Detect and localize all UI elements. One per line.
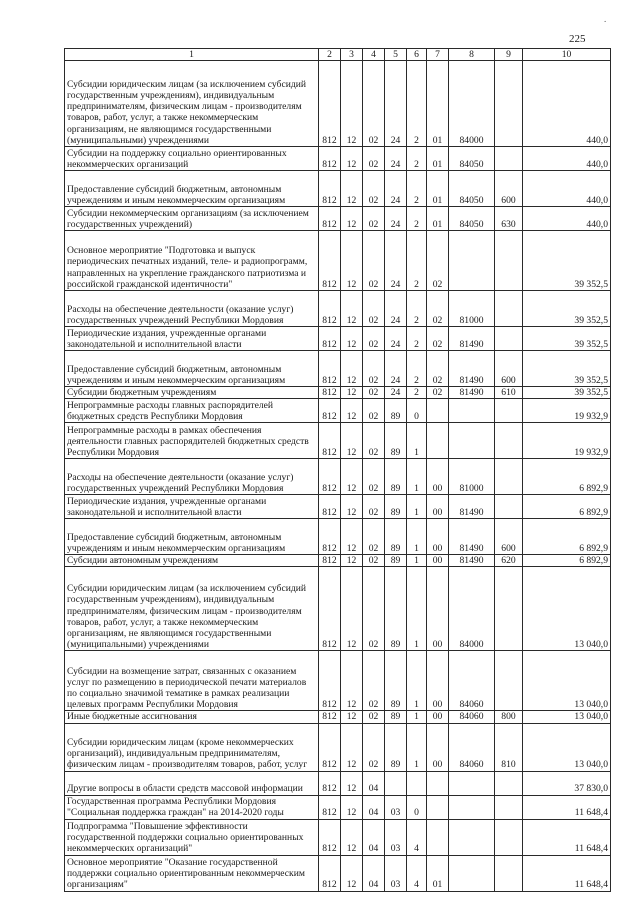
- row-code-col-3: 12: [341, 231, 363, 291]
- row-amount: 11 648,4: [523, 855, 611, 891]
- row-code-col-7: 00: [427, 711, 449, 723]
- column-header-5: 5: [385, 49, 407, 61]
- row-code-col-3: 12: [341, 771, 363, 795]
- table-row: [65, 771, 611, 795]
- row-code-col-8: [449, 399, 495, 423]
- row-code-col-8: 81490: [449, 351, 495, 387]
- row-amount: 37 830,0: [523, 771, 611, 795]
- row-code-col-6: 1: [407, 567, 427, 651]
- row-amount: 13 040,0: [523, 567, 611, 651]
- row-code-col-2: 812: [319, 207, 341, 231]
- row-code-col-9: 620: [495, 555, 523, 567]
- row-code-col-8: 81490: [449, 495, 495, 519]
- row-code-col-7: [427, 399, 449, 423]
- row-code-col-4: 02: [363, 351, 385, 387]
- row-code-col-8: 81490: [449, 555, 495, 567]
- table-row: [65, 147, 611, 171]
- row-code-col-7: 02: [427, 351, 449, 387]
- row-code-col-2: 812: [319, 423, 341, 459]
- row-code-col-9: [495, 61, 523, 147]
- row-code-col-5: 89: [385, 519, 407, 555]
- table-row: [65, 61, 611, 147]
- row-description: Предоставление субсидий бюджетным, автономным учреждениям и иным некоммерческим организациям: [65, 171, 319, 207]
- row-code-col-5: 89: [385, 459, 407, 495]
- row-code-col-5: 24: [385, 387, 407, 399]
- row-code-col-4: 02: [363, 147, 385, 171]
- row-description: Непрограммные расходы в рамках обеспечения деятельности главных распорядителей бюджетных средств Республики Мордовия: [65, 423, 319, 459]
- row-code-col-6: 1: [407, 459, 427, 495]
- row-code-col-7: 00: [427, 723, 449, 771]
- column-header-8: 8: [449, 49, 495, 61]
- row-code-col-4: 04: [363, 771, 385, 795]
- row-code-col-3: 12: [341, 567, 363, 651]
- row-code-col-2: 812: [319, 723, 341, 771]
- row-code-col-3: 12: [341, 423, 363, 459]
- row-code-col-4: 02: [363, 711, 385, 723]
- row-amount: 19 932,9: [523, 423, 611, 459]
- row-code-col-7: 00: [427, 567, 449, 651]
- row-code-col-9: 600: [495, 519, 523, 555]
- row-code-col-5: 89: [385, 651, 407, 711]
- row-description: Расходы на обеспечение деятельности (оказание услуг) государственных учреждений Республики Мордовия: [65, 291, 319, 327]
- row-code-col-5: [385, 771, 407, 795]
- column-header-10: 10: [523, 49, 611, 61]
- row-code-col-3: 12: [341, 795, 363, 819]
- row-code-col-9: 600: [495, 171, 523, 207]
- row-code-col-9: [495, 423, 523, 459]
- row-code-col-5: 89: [385, 399, 407, 423]
- row-code-col-5: 03: [385, 855, 407, 891]
- row-description: Периодические издания, учрежденные органами законодательной и исполнительной власти: [65, 327, 319, 351]
- row-amount: 6 892,9: [523, 555, 611, 567]
- row-amount: 13 040,0: [523, 711, 611, 723]
- row-code-col-6: [407, 771, 427, 795]
- row-code-col-7: 00: [427, 555, 449, 567]
- row-code-col-8: [449, 855, 495, 891]
- row-code-col-8: 84050: [449, 207, 495, 231]
- table-row: [65, 327, 611, 351]
- table-body: [65, 61, 611, 892]
- row-code-col-2: 812: [319, 387, 341, 399]
- row-code-col-7: [427, 819, 449, 855]
- row-code-col-4: 02: [363, 495, 385, 519]
- row-code-col-6: 2: [407, 327, 427, 351]
- row-code-col-3: 12: [341, 387, 363, 399]
- table-row: [65, 387, 611, 399]
- row-code-col-3: 12: [341, 399, 363, 423]
- row-code-col-2: 812: [319, 519, 341, 555]
- row-code-col-5: 24: [385, 171, 407, 207]
- row-code-col-3: 12: [341, 555, 363, 567]
- row-code-col-4: 02: [363, 61, 385, 147]
- table-row: [65, 207, 611, 231]
- row-code-col-9: 800: [495, 711, 523, 723]
- row-code-col-5: 89: [385, 495, 407, 519]
- row-amount: 440,0: [523, 61, 611, 147]
- row-code-col-5: 24: [385, 231, 407, 291]
- table-row: [65, 351, 611, 387]
- row-code-col-5: 89: [385, 423, 407, 459]
- row-code-col-9: [495, 567, 523, 651]
- row-code-col-4: 04: [363, 855, 385, 891]
- row-description: Субсидии юридическим лицам (за исключением субсидий государственным учреждениям), индивидуальным предпринимателям, физическим лицам - производителям товаров, работ, услуг, а также некоммерческим организациям, не являющимся государственными (муниципальными) учреждениями: [65, 61, 319, 147]
- column-header-2: 2: [319, 49, 341, 61]
- row-code-col-6: 1: [407, 651, 427, 711]
- row-amount: 39 352,5: [523, 231, 611, 291]
- row-code-col-6: 2: [407, 351, 427, 387]
- row-code-col-9: 810: [495, 723, 523, 771]
- row-code-col-4: 02: [363, 399, 385, 423]
- row-code-col-8: 81000: [449, 459, 495, 495]
- row-code-col-8: 84060: [449, 651, 495, 711]
- row-code-col-2: 812: [319, 711, 341, 723]
- row-code-col-2: 812: [319, 819, 341, 855]
- row-code-col-9: [495, 291, 523, 327]
- table-row: [65, 711, 611, 723]
- row-code-col-8: 84060: [449, 711, 495, 723]
- row-code-col-5: 89: [385, 555, 407, 567]
- row-code-col-6: 0: [407, 795, 427, 819]
- row-code-col-7: [427, 423, 449, 459]
- row-code-col-5: 03: [385, 819, 407, 855]
- row-amount: 39 352,5: [523, 327, 611, 351]
- row-code-col-2: 812: [319, 555, 341, 567]
- row-code-col-6: 2: [407, 231, 427, 291]
- row-code-col-2: 812: [319, 327, 341, 351]
- row-code-col-3: 12: [341, 327, 363, 351]
- table-row: [65, 723, 611, 771]
- row-code-col-7: 02: [427, 291, 449, 327]
- row-code-col-4: 02: [363, 291, 385, 327]
- row-code-col-8: 84000: [449, 61, 495, 147]
- row-code-col-7: 00: [427, 495, 449, 519]
- row-amount: 440,0: [523, 171, 611, 207]
- row-code-col-8: 84060: [449, 723, 495, 771]
- column-header-7: 7: [427, 49, 449, 61]
- row-code-col-6: 4: [407, 855, 427, 891]
- row-code-col-2: 812: [319, 795, 341, 819]
- row-code-col-5: 24: [385, 207, 407, 231]
- table-row: [65, 651, 611, 711]
- table-row: [65, 555, 611, 567]
- row-code-col-3: 12: [341, 147, 363, 171]
- row-code-col-2: 812: [319, 855, 341, 891]
- row-code-col-9: [495, 399, 523, 423]
- row-amount: 6 892,9: [523, 495, 611, 519]
- row-code-col-6: 1: [407, 555, 427, 567]
- table-row: [65, 519, 611, 555]
- table-row: [65, 795, 611, 819]
- row-code-col-8: 84050: [449, 147, 495, 171]
- row-code-col-4: 02: [363, 651, 385, 711]
- row-amount: 39 352,5: [523, 351, 611, 387]
- row-code-col-3: 12: [341, 651, 363, 711]
- row-code-col-2: 812: [319, 459, 341, 495]
- row-code-col-6: 2: [407, 291, 427, 327]
- row-description: Основное мероприятие "Подготовка и выпуск периодических печатных изданий, теле- и радиопрограмм, направленных на укрепление гражданского патриотизма и российской гражданской идентичности": [65, 231, 319, 291]
- row-description: Субсидии некоммерческим организациям (за исключением государственных учреждений): [65, 207, 319, 231]
- row-code-col-6: 1: [407, 495, 427, 519]
- table-row: [65, 171, 611, 207]
- row-code-col-6: 1: [407, 711, 427, 723]
- row-code-col-8: [449, 423, 495, 459]
- row-code-col-6: 2: [407, 171, 427, 207]
- row-code-col-3: 12: [341, 291, 363, 327]
- row-amount: 6 892,9: [523, 519, 611, 555]
- row-code-col-8: 84050: [449, 171, 495, 207]
- table-row: [65, 423, 611, 459]
- row-code-col-7: [427, 771, 449, 795]
- row-code-col-2: 812: [319, 567, 341, 651]
- row-description: Предоставление субсидий бюджетным, автономным учреждениям и иным некоммерческим организациям: [65, 519, 319, 555]
- row-code-col-9: [495, 795, 523, 819]
- table-row: [65, 819, 611, 855]
- row-description: Расходы на обеспечение деятельности (оказание услуг) государственных учреждений Республики Мордовия: [65, 459, 319, 495]
- row-code-col-3: 12: [341, 459, 363, 495]
- row-code-col-9: [495, 651, 523, 711]
- row-code-col-2: 812: [319, 147, 341, 171]
- row-code-col-2: 812: [319, 771, 341, 795]
- row-code-col-8: [449, 819, 495, 855]
- row-code-col-9: [495, 231, 523, 291]
- row-description: Периодические издания, учрежденные органами законодательной и исполнительной власти: [65, 495, 319, 519]
- row-code-col-9: [495, 495, 523, 519]
- row-code-col-6: 2: [407, 387, 427, 399]
- row-description: Субсидии автономным учреждениям: [65, 555, 319, 567]
- row-code-col-6: 1: [407, 423, 427, 459]
- table-row: [65, 231, 611, 291]
- row-code-col-5: 89: [385, 723, 407, 771]
- row-code-col-7: 01: [427, 171, 449, 207]
- row-code-col-2: 812: [319, 351, 341, 387]
- table-row: [65, 855, 611, 891]
- row-code-col-4: 04: [363, 795, 385, 819]
- row-code-col-4: 02: [363, 231, 385, 291]
- row-code-col-3: 12: [341, 207, 363, 231]
- table-row: [65, 495, 611, 519]
- column-header-9: 9: [495, 49, 523, 61]
- row-code-col-7: 00: [427, 459, 449, 495]
- row-code-col-9: [495, 459, 523, 495]
- row-code-col-7: 02: [427, 387, 449, 399]
- row-description: Другие вопросы в области средств массовой информации: [65, 771, 319, 795]
- row-description: Подпрограмма "Повышение эффективности государственной поддержки социально ориентированных некоммерческих организаций": [65, 819, 319, 855]
- row-code-col-3: 12: [341, 819, 363, 855]
- row-code-col-8: 81490: [449, 327, 495, 351]
- column-header-1: 1: [65, 49, 319, 61]
- row-amount: 11 648,4: [523, 819, 611, 855]
- row-code-col-6: 4: [407, 819, 427, 855]
- row-code-col-4: 02: [363, 327, 385, 351]
- row-code-col-9: 600: [495, 351, 523, 387]
- row-description: Субсидии бюджетным учреждениям: [65, 387, 319, 399]
- row-code-col-4: 02: [363, 387, 385, 399]
- row-description: Субсидии на поддержку социально ориентированных некоммерческих организаций: [65, 147, 319, 171]
- row-code-col-8: 81490: [449, 519, 495, 555]
- row-code-col-5: 24: [385, 61, 407, 147]
- row-description: Основное мероприятие "Оказание государственной поддержки социально ориентированным некоммерческим организациям": [65, 855, 319, 891]
- row-description: Субсидии юридическим лицам (кроме некоммерческих организаций), индивидуальным предпринимателям, физическим лицам - производителям товаров, работ, услуг: [65, 723, 319, 771]
- row-code-col-8: [449, 231, 495, 291]
- row-code-col-6: 2: [407, 147, 427, 171]
- row-amount: 440,0: [523, 207, 611, 231]
- row-code-col-5: 24: [385, 351, 407, 387]
- row-code-col-8: 84000: [449, 567, 495, 651]
- row-code-col-5: 24: [385, 327, 407, 351]
- row-code-col-2: 812: [319, 495, 341, 519]
- row-code-col-9: [495, 147, 523, 171]
- table-row: [65, 567, 611, 651]
- row-description: Субсидии юридическим лицам (за исключением субсидий государственным учреждениям), индивидуальным предпринимателям, физическим лицам - производителям товаров, работ, услуг, а также некоммерческим организациям, не являющимся государственными (муниципальными) учреждениями: [65, 567, 319, 651]
- row-code-col-4: 02: [363, 519, 385, 555]
- page-mark: .: [604, 14, 607, 24]
- row-code-col-5: 89: [385, 567, 407, 651]
- row-code-col-9: 610: [495, 387, 523, 399]
- row-amount: 13 040,0: [523, 723, 611, 771]
- row-amount: 11 648,4: [523, 795, 611, 819]
- row-code-col-3: 12: [341, 61, 363, 147]
- row-code-col-7: 00: [427, 519, 449, 555]
- row-code-col-8: 81000: [449, 291, 495, 327]
- row-description: Иные бюджетные ассигнования: [65, 711, 319, 723]
- row-code-col-7: 01: [427, 61, 449, 147]
- row-code-col-3: 12: [341, 519, 363, 555]
- row-code-col-5: 03: [385, 795, 407, 819]
- row-amount: 6 892,9: [523, 459, 611, 495]
- row-code-col-4: 02: [363, 171, 385, 207]
- table-row: [65, 291, 611, 327]
- page-number: 225: [569, 33, 586, 45]
- row-code-col-7: 02: [427, 231, 449, 291]
- row-code-col-4: 02: [363, 567, 385, 651]
- row-code-col-7: 02: [427, 327, 449, 351]
- row-code-col-2: 812: [319, 291, 341, 327]
- row-code-col-4: 02: [363, 459, 385, 495]
- row-code-col-7: [427, 795, 449, 819]
- row-code-col-3: 12: [341, 723, 363, 771]
- row-code-col-5: 89: [385, 711, 407, 723]
- row-code-col-4: 02: [363, 723, 385, 771]
- row-description: Предоставление субсидий бюджетным, автономным учреждениям и иным некоммерческим организациям: [65, 351, 319, 387]
- column-header-4: 4: [363, 49, 385, 61]
- row-code-col-8: 81490: [449, 387, 495, 399]
- row-code-col-9: [495, 855, 523, 891]
- table-row: [65, 459, 611, 495]
- budget-table: [64, 48, 611, 892]
- row-code-col-2: 812: [319, 61, 341, 147]
- column-header-3: 3: [341, 49, 363, 61]
- row-code-col-7: 01: [427, 207, 449, 231]
- row-code-col-9: [495, 819, 523, 855]
- row-code-col-4: 02: [363, 423, 385, 459]
- table-header-row: [65, 49, 611, 61]
- row-description: Государственная программа Республики Мордовия "Социальная поддержка граждан" на 2014-2020 годы: [65, 795, 319, 819]
- row-amount: 440,0: [523, 147, 611, 171]
- row-code-col-7: 01: [427, 147, 449, 171]
- column-header-6: 6: [407, 49, 427, 61]
- row-code-col-4: 02: [363, 207, 385, 231]
- row-description: Субсидии на возмещение затрат, связанных с оказанием услуг по размещению в периодической печати материалов по социально значимой тематике в рамках реализации целевых программ Республики Мордовия: [65, 651, 319, 711]
- row-code-col-3: 12: [341, 711, 363, 723]
- row-code-col-9: 630: [495, 207, 523, 231]
- row-amount: 39 352,5: [523, 387, 611, 399]
- row-code-col-7: 00: [427, 651, 449, 711]
- row-amount: 19 932,9: [523, 399, 611, 423]
- row-code-col-2: 812: [319, 399, 341, 423]
- row-code-col-9: [495, 327, 523, 351]
- row-code-col-8: [449, 771, 495, 795]
- row-code-col-4: 02: [363, 555, 385, 567]
- row-code-col-6: 2: [407, 207, 427, 231]
- row-code-col-3: 12: [341, 495, 363, 519]
- row-code-col-8: [449, 795, 495, 819]
- row-code-col-3: 12: [341, 351, 363, 387]
- row-code-col-3: 12: [341, 171, 363, 207]
- table-row: [65, 399, 611, 423]
- row-code-col-5: 24: [385, 147, 407, 171]
- row-code-col-6: 2: [407, 61, 427, 147]
- row-code-col-2: 812: [319, 231, 341, 291]
- row-code-col-6: 1: [407, 723, 427, 771]
- row-code-col-2: 812: [319, 651, 341, 711]
- row-code-col-3: 12: [341, 855, 363, 891]
- row-code-col-6: 1: [407, 519, 427, 555]
- row-description: Непрограммные расходы главных распорядителей бюджетных средств Республики Мордовия: [65, 399, 319, 423]
- row-amount: 13 040,0: [523, 651, 611, 711]
- row-code-col-4: 04: [363, 819, 385, 855]
- row-amount: 39 352,5: [523, 291, 611, 327]
- row-code-col-7: 01: [427, 855, 449, 891]
- row-code-col-5: 24: [385, 291, 407, 327]
- row-code-col-6: 0: [407, 399, 427, 423]
- row-code-col-2: 812: [319, 171, 341, 207]
- row-code-col-9: [495, 771, 523, 795]
